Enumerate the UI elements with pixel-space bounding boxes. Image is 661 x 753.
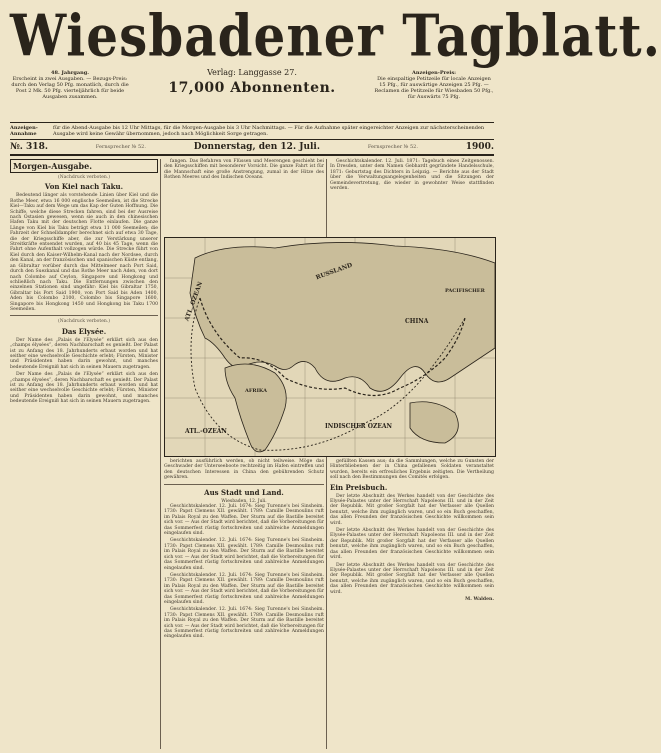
- jahrgang-label: 48. Jahrgang.: [51, 70, 89, 76]
- column-right-bottom: [330, 459, 494, 749]
- column-middle-bottom: [164, 459, 324, 749]
- subscription-info: [10, 70, 130, 100]
- ad-price-title: Anzeigen-Preis:: [412, 70, 456, 76]
- column-right-top: [330, 159, 494, 235]
- article-text: Der Name des „Palais de l'Elysée“ erklärt sich aus den „champs élysées“, deren Nachbarschaft es genießt. Der Palast ist zu Anfang des 18. Jahrhunderts erbaut worden und hat seither eine wechselvolle Geschichte erlebt; Fürsten, Minister und Präsidenten haben darin gewohnt, und manches bedeutende Ereigniß hat sich in seinen Mauern zugetragen.: [10, 372, 158, 405]
- article-title: Von Kiel nach Taku.: [44, 182, 124, 192]
- ad-price-info: [374, 70, 494, 100]
- issue-date: Donnerstag, den 12. Juli.: [193, 142, 320, 152]
- masthead-title: Wiesbadener Tagblatt.: [10, 1, 661, 70]
- map-label: ATL. OZEAN: [183, 280, 205, 323]
- map-label: RUSSLAND: [314, 261, 354, 282]
- divider: [164, 484, 324, 485]
- article-text: Geschichtskalender. 12. Juli. 1674: Sieg Turenne's bei Sinsheim. 1730: Papst Clemens XII. gewählt. 1789: Camille Desmoulins ruft im Palais Royal zu den Waffen. Der Sturm auf die Bastille bereitet sich vor. — Aus der Stadt wird berichtet, daß die Vorbereitungen für das Sommerfest rüstig fortschreiten und zahlreiche Anmeldungen eingelaufen sind.: [164, 538, 324, 571]
- reprint-note: (Nachdruck verboten.): [58, 175, 110, 180]
- article-text: Der Name des „Palais de l'Elysée“ erklärt sich aus den „champs élysées“, deren Nachbarschaft es genießt. Der Palast ist zu Anfang des 18. Jahrhunderts erbaut worden und hat seither eine wechselvolle Geschichte erlebt; Fürsten, Minister und Präsidenten haben darin gewohnt, und manches bedeutende Ereigniß hat sich in seinen Mauern zugetragen.: [10, 337, 158, 370]
- phone-left: Fernsprecher № 52.: [95, 144, 146, 150]
- section-title: Aus Stadt und Land.: [204, 487, 284, 497]
- publisher-address: Verlag: Langgasse 27.: [207, 68, 297, 77]
- map-label: INDISCHER OZEAN: [325, 423, 393, 430]
- subscription-line: Erscheint in zwei Ausgaben. — Bezugs-Preis:: [12, 76, 128, 82]
- article-text: Geschichtskalender. 12. Juli. 1674: Sieg Turenne's bei Sinsheim. 1730: Papst Clemens XII. gewählt. 1789: Camille Desmoulins ruft im Palais Royal zu den Waffen. Der Sturm auf die Bastille bereitet sich vor. — Aus der Stadt wird berichtet, daß die Vorbereitungen für das Sommerfest rüstig fortschreiten und zahlreiche Anmeldungen eingelaufen sind.: [164, 504, 324, 537]
- ad-acceptance-bar: [10, 122, 494, 140]
- article-text: Geschichtskalender. 12. Juli. 1674: Sieg Turenne's bei Sinsheim. 1730: Papst Clemens XII. gewählt. 1789: Camille Desmoulins ruft im Palais Royal zu den Waffen. Der Sturm auf die Bastille bereitet sich vor. — Aus der Stadt wird berichtet, daß die Vorbereitungen für das Sommerfest rüstig fortschreiten und zahlreiche Anmeldungen eingelaufen sind.: [164, 607, 324, 640]
- route-map: [164, 237, 496, 457]
- issue-date-bar: [10, 140, 494, 156]
- article-title: Das Elysée.: [61, 326, 107, 336]
- ad-price-line: Reclamen die Petitzeile für Wiesbaden 50 Pfg.,: [374, 88, 494, 94]
- article-text: Der letzte Abschnitt des Werkes handelt von der Geschichte des Elysée-Palastes unter der Herrschaft Napoleons III. und in der Zeit der Republik. Mit großer Sorgfalt hat der Verfasser alle Quellen benutzt, welche ihm zugänglich waren, und so ein Buch geschaffen, das allen Freunden der französischen Geschichte willkommen sein wird.: [330, 493, 494, 526]
- map-label: PACIFISCHER: [445, 288, 485, 294]
- map-label: CHINA: [405, 318, 429, 325]
- subscription-line: Post 2 Mk. 50 Pfg. vierteljährlich für beide: [15, 88, 125, 94]
- subscription-line: Ausgaben zusammen.: [42, 94, 98, 100]
- ad-acceptance-label: Anzeigen-Annahme: [10, 125, 38, 137]
- issue-year: 1900.: [465, 142, 494, 152]
- phone-right: Fernsprecher № 52.: [367, 144, 418, 150]
- ad-price-line: Die einspaltige Petitzeile für locale Anzeigen: [377, 76, 491, 82]
- map-label: AFRIKA: [245, 388, 267, 394]
- subscription-line: durch den Verlag 50 Pfg. monatlich, durch die: [11, 82, 129, 88]
- divider: [10, 315, 158, 316]
- article-text: Geschichtskalender. 12. Juli. 1674: Sieg Turenne's bei Sinsheim. 1730: Papst Clemens XII. gewählt. 1789: Camille Desmoulins ruft im Palais Royal zu den Waffen. Der Sturm auf die Bastille bereitet sich vor. — Aus der Stadt wird berichtet, daß die Vorbereitungen für das Sommerfest rüstig fortschreiten und zahlreiche Anmeldungen eingelaufen sind.: [164, 572, 324, 605]
- author-signature: M. Walden.: [465, 596, 494, 602]
- ad-acceptance-text: für die Abend-Ausgabe bis 12 Uhr Mittags, für die Morgen-Ausgabe bis 3 Uhr Nachmittags. — Für die Aufnahme später eingereichter Anzeigen zur nächsterscheinenden Ausgabe wird keine Gewähr übernommen, jedoch nach Möglichkeit Sorge getragen.: [52, 125, 485, 137]
- article-text: gefüllten Kassen aus; da die Sammlungen, welche zu Gunsten der Hinterbliebenen der in China gefallenen Soldaten veranstaltet wurden, bereits ein erfreuliches Ergebnis zeitigten. Die Vertheilung soll nach den Bestimmungen des Comités erfolgen.: [330, 459, 494, 481]
- article-text: fangen. Das Befahren von Flüssen und Meerengen geschieht bei den Kriegsschiffen mit besonderer Vorsicht. Die ganze Fahrt ist für die Mannschaft eine große Anstrengung, zumal in der Hitze des Rothen Meeres und des Indischen Oceans.: [164, 159, 324, 181]
- article-text: Der letzte Abschnitt des Werkes handelt von der Geschichte des Elysée-Palastes unter der Herrschaft Napoleons III. und in der Zeit der Republik. Mit großer Sorgfalt hat der Verfasser alle Quellen benutzt, welche ihm zugänglich waren, und so ein Buch geschaffen, das allen Freunden der französischen Geschichte willkommen sein wird.: [330, 528, 494, 561]
- article-text: berichten ausführlich werden, ob nicht teilweise. Möge das Geschwader der Unterseeboote rechtzeitig im Hafen eintreffen und den deutschen Interessen in China den gebührenden Schutz gewähren.: [164, 459, 324, 481]
- ad-price-line: für Auswärts 75 Pfg.: [407, 94, 461, 100]
- reprint-note: (Nachdruck verboten.): [58, 319, 110, 325]
- article-text: Geschichtskalender. 12. Juli. 1871: Tagebuch eines Zeitgenossen. In Dresden, unter dem Namen Gebhardt gegründete Handelsschule, 1871: Geburtstag des Dichters in Leipzig. — Berichte aus der Stadt über die Verwaltungsangelegenheiten und die Sitzungen der Gemeindevertretung, die wieder in gewohnter Weise stattfinden werden.: [330, 159, 494, 192]
- article-text: Bedeutend länger als vorstehende Linien über Kiel und die Rothe Meer, etwa 16 000 englische Seemeilen, ist die Strecke Kiel—Taku auf dem Wege um das Kap der Guten Hoffnung. Die Schiffe, welche diese Strecken fahren, sind bei der Ausreise nach Ostasien gewesen, wenn sie auch in den chinesischen Hafen Taku mit der deutschen Flotte einlaufen. Die ganze Länge von Kiel bis Taku beträgt etwa 11 000 Seemeilen; die Fahrzeit der Schnelldampfer berechnet sich auf etwa 30 Tage, die der Kriegsschiffe aber, die zur Verstärkung unserer Streitkräfte entsendet wurden, auf 40 bis 45 Tage, wenn die Fahrt ohne Aufenthalt vollzogen würde. Die Strecke führt von Kiel durch den Kaiser-Wilhelm-Kanal nach der Nordsee, durch den Kanal, an der französischen und spanischen Küste entlang, an Gibraltar vorüber durch das Mittelmeer nach Port Said, durch den Suezkanal und das Rothe Meer nach Aden, von dort nach Colombo auf Ceylon, Singapore und Hongkong und schließlich nach Taku. Die Entfernungen zwischen den einzelnen Stationen sind ungefähr: Kiel bis Gibraltar 1750, Gibraltar bis Port Said 1900, von Port Said bis Aden 1400, Aden bis Colombo 2100, Colombo bis Singapore 1600, Singapore bis Hongkong 1450 und Hongkong bis Taku 1700 Seemeilen.: [10, 193, 159, 312]
- article-title: Ein Preisbuch.: [330, 482, 388, 492]
- ad-price-line: 15 Pfg., für auswärtige Anzeigen 25 Pfg. —: [379, 82, 489, 88]
- map-label: ATL.-OZEAN: [185, 428, 227, 435]
- article-columns: [10, 159, 494, 749]
- column-middle-top: [164, 159, 324, 235]
- column-left: [10, 159, 158, 749]
- column-divider: [160, 159, 161, 749]
- issue-number: №. 318.: [10, 142, 48, 152]
- subheader: [10, 66, 494, 122]
- edition-label: Morgen-Ausgabe.: [10, 159, 158, 173]
- article-text: Der letzte Abschnitt des Werkes handelt von der Geschichte des Elysée-Palastes unter der Herrschaft Napoleons III. und in der Zeit der Republik. Mit großer Sorgfalt hat der Verfasser alle Quellen benutzt, welche ihm zugänglich waren, und so ein Buch geschaffen, das allen Freunden der französischen Geschichte willkommen sein wird.: [330, 562, 494, 595]
- subscriber-count: 17,000 Abonnenten.: [168, 80, 336, 96]
- publisher-info: [150, 68, 354, 98]
- dateline: Wiesbaden, 12. Juli.: [221, 498, 267, 504]
